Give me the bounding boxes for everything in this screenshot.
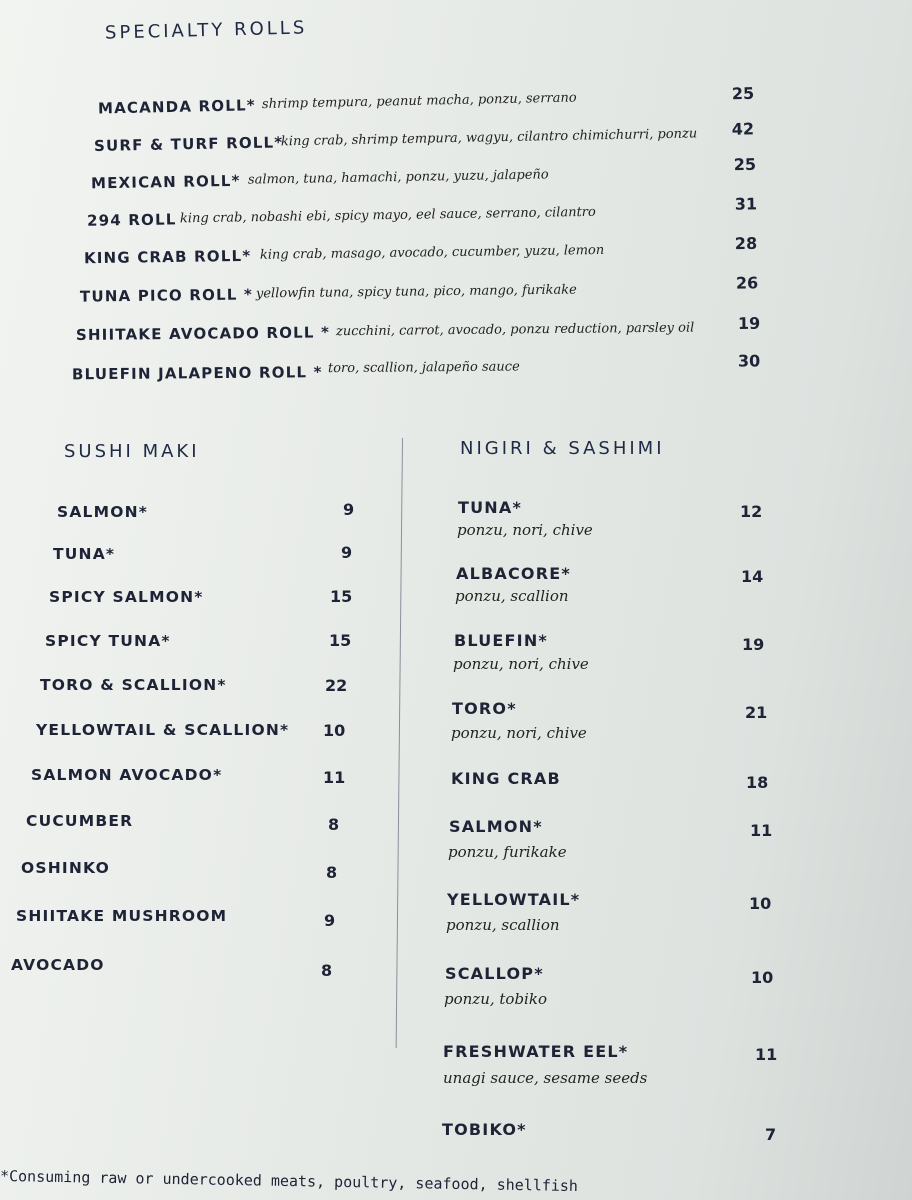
item-price: 22 bbox=[325, 676, 348, 695]
item-price: 12 bbox=[740, 502, 763, 521]
specialty-roll-item bbox=[0, 233, 912, 275]
item-price: 19 bbox=[737, 313, 761, 334]
item-price: 21 bbox=[745, 703, 768, 722]
item-name: TUNA* bbox=[53, 545, 116, 563]
item-price: 8 bbox=[328, 815, 340, 834]
item-name: FRESHWATER EEL* bbox=[443, 1042, 629, 1061]
item-description: zucchini, carrot, avocado, ponzu reduction, parsley oil bbox=[335, 320, 695, 340]
item-price: 30 bbox=[737, 351, 761, 371]
item-name: SHIITAKE AVOCADO ROLL * bbox=[75, 323, 331, 344]
specialty-rolls-title: SPECIALTY ROLLS bbox=[104, 17, 308, 44]
item-price: 10 bbox=[749, 894, 772, 913]
item-name: ALBACORE* bbox=[456, 564, 571, 583]
item-description: shrimp tempura, peanut macha, ponzu, serrano bbox=[261, 90, 577, 113]
item-name: AVOCADO bbox=[11, 956, 105, 974]
item-description: ponzu, nori, chive bbox=[453, 655, 589, 673]
item-name: TUNA PICO ROLL * bbox=[79, 285, 254, 306]
item-name: BLUEFIN JALAPENO ROLL * bbox=[71, 363, 323, 384]
item-name: TOBIKO* bbox=[442, 1120, 527, 1139]
item-name: SALMON AVOCADO* bbox=[31, 766, 223, 784]
item-price: 10 bbox=[323, 721, 346, 740]
specialty-roll-item bbox=[0, 273, 912, 312]
item-name: SCALLOP* bbox=[445, 964, 544, 983]
footer-disclaimer: *Consuming raw or undercooked meats, poultry, seafood, shellfish bbox=[0, 1166, 579, 1196]
item-name: CUCUMBER bbox=[26, 812, 134, 830]
item-name: TORO & SCALLION* bbox=[40, 676, 227, 694]
item-description: ponzu, nori, chive bbox=[457, 521, 593, 539]
item-description: king crab, masago, avocado, cucumber, yuzu, lemon bbox=[259, 242, 605, 263]
specialty-roll-item bbox=[0, 351, 912, 390]
item-description: yellowfin tuna, spicy tuna, pico, mango, furikake bbox=[255, 282, 577, 302]
item-name: SHIITAKE MUSHROOM bbox=[16, 907, 228, 925]
item-price: 42 bbox=[731, 119, 755, 139]
item-name: SPICY TUNA* bbox=[45, 632, 171, 650]
item-description: ponzu, furikake bbox=[448, 843, 567, 861]
item-price: 31 bbox=[734, 194, 758, 214]
column-divider bbox=[396, 438, 403, 1048]
item-description: unagi sauce, sesame seeds bbox=[443, 1069, 648, 1087]
item-name: YELLOWTAIL* bbox=[447, 890, 581, 909]
item-description: king crab, nobashi ebi, spicy mayo, eel sauce, serrano, cilantro bbox=[179, 204, 596, 227]
item-price: 9 bbox=[341, 543, 353, 562]
item-price: 9 bbox=[324, 911, 336, 930]
item-price: 10 bbox=[751, 968, 774, 987]
item-price: 9 bbox=[343, 500, 355, 519]
item-description: ponzu, scallion bbox=[446, 916, 560, 934]
item-name: SALMON* bbox=[57, 503, 149, 521]
item-price: 25 bbox=[733, 154, 757, 175]
item-name: YELLOWTAIL & SCALLION* bbox=[36, 721, 290, 739]
item-description: salmon, tuna, hamachi, ponzu, yuzu, jalapeño bbox=[247, 167, 549, 188]
item-description: ponzu, tobiko bbox=[444, 990, 547, 1008]
item-name: BLUEFIN* bbox=[454, 631, 548, 650]
item-price: 11 bbox=[755, 1045, 778, 1064]
item-name: KING CRAB bbox=[451, 769, 561, 788]
item-price: 14 bbox=[741, 567, 764, 586]
specialty-roll-item bbox=[0, 82, 912, 125]
item-name: TUNA* bbox=[458, 498, 523, 517]
item-price: 19 bbox=[742, 635, 765, 654]
sushi-maki-title: SUSHI MAKI bbox=[64, 441, 200, 462]
item-name: SALMON* bbox=[449, 817, 543, 836]
item-price: 15 bbox=[330, 587, 353, 606]
item-name: KING CRAB ROLL* bbox=[83, 246, 252, 268]
item-name: 294 ROLL bbox=[86, 210, 177, 230]
item-description: ponzu, nori, chive bbox=[451, 724, 587, 742]
item-price: 11 bbox=[323, 768, 346, 787]
item-description: toro, scallion, jalapeño sauce bbox=[327, 359, 520, 377]
item-price: 8 bbox=[326, 863, 338, 882]
item-price: 11 bbox=[750, 821, 773, 840]
specialty-roll-item bbox=[0, 313, 912, 351]
item-name: OSHINKO bbox=[21, 859, 110, 877]
item-price: 15 bbox=[329, 631, 352, 650]
item-price: 28 bbox=[734, 233, 758, 254]
nigiri-sashimi-title: NIGIRI & SASHIMI bbox=[460, 438, 665, 459]
item-name: MACANDA ROLL* bbox=[97, 96, 257, 118]
item-description: ponzu, scallion bbox=[455, 587, 569, 605]
specialty-roll-item bbox=[0, 121, 912, 163]
item-description: king crab, shrimp tempura, wagyu, cilantro chimichurri, ponzu bbox=[280, 126, 698, 150]
item-name: MEXICAN ROLL* bbox=[90, 171, 241, 193]
item-price: 26 bbox=[735, 273, 759, 293]
item-name: TORO* bbox=[452, 699, 517, 718]
item-price: 7 bbox=[765, 1125, 777, 1144]
item-name: SPICY SALMON* bbox=[49, 588, 204, 606]
item-name: SURF & TURF ROLL* bbox=[93, 133, 284, 155]
item-price: 18 bbox=[746, 773, 769, 792]
specialty-roll-item bbox=[0, 194, 912, 237]
item-price: 25 bbox=[731, 83, 755, 104]
specialty-roll-item bbox=[0, 154, 912, 200]
item-price: 8 bbox=[321, 961, 333, 980]
